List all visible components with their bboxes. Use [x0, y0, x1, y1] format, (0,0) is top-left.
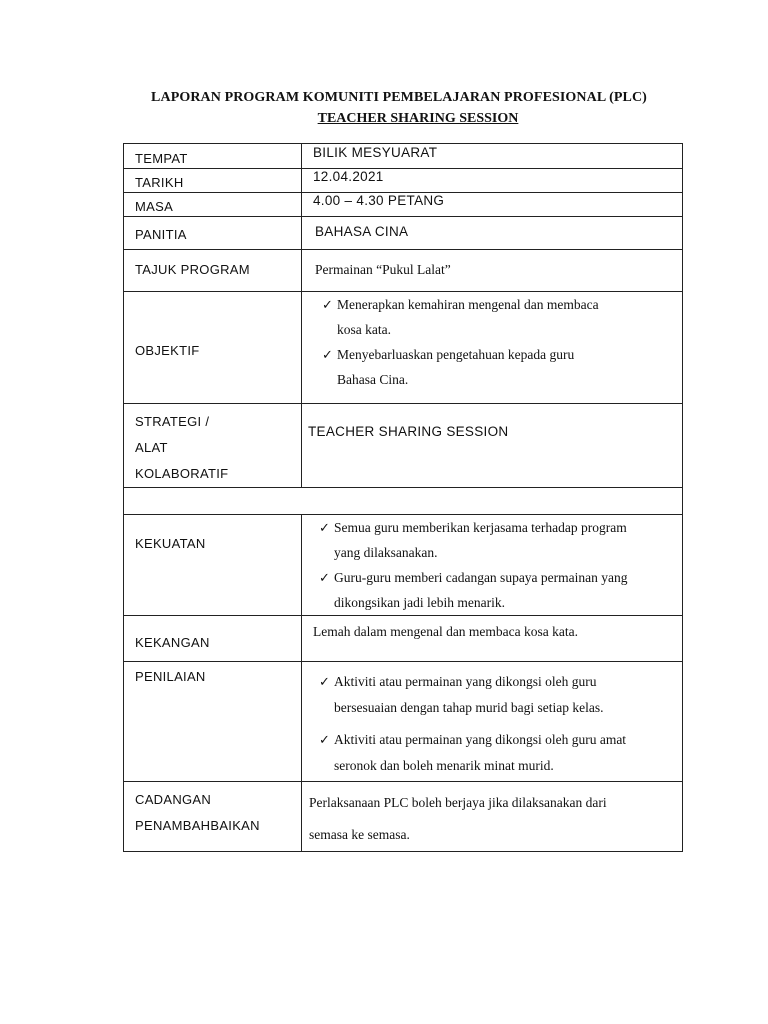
- label-masa-text: MASA: [135, 199, 174, 214]
- penilaian-item-2-line1: Aktiviti atau permainan yang dikongsi oleh guru amat: [334, 732, 627, 747]
- objektif-item-2: [313, 342, 682, 392]
- kekuatan-item-2-line1: Guru-guru memberi cadangan supaya permainan yang: [334, 570, 628, 585]
- label-kekangan: [124, 616, 302, 662]
- label-objektif-text: OBJEKTIF: [135, 343, 200, 358]
- objektif-item-2-line1: Menyebarluaskan pengetahuan kepada guru: [337, 347, 575, 362]
- label-cadangan-line2: PENAMBAHBAIKAN: [135, 818, 260, 833]
- label-kekuatan: [124, 515, 302, 616]
- check-icon: ✓: [319, 732, 330, 747]
- label-panitia: [124, 217, 302, 250]
- value-objektif: [302, 292, 683, 404]
- table-row-objektif: [124, 292, 683, 404]
- label-strategi: [124, 404, 302, 488]
- label-masa: [124, 193, 302, 217]
- objektif-item-1-line1: Menerapkan kemahiran mengenal dan membaca: [337, 297, 599, 312]
- value-kekangan-text: Lemah dalam mengenal dan membaca kosa kata.: [313, 624, 579, 639]
- value-tarikh-text: 12.04.2021: [313, 169, 384, 184]
- table-row-kekuatan: [124, 515, 683, 616]
- value-tarikh: [302, 169, 683, 193]
- table-row-penilaian: [124, 662, 683, 782]
- report-title: LAPORAN PROGRAM KOMUNITI PEMBELAJARAN PROFESIONAL (PLC): [151, 90, 647, 105]
- label-tarikh: [124, 169, 302, 193]
- kekuatan-item-1-line2: yang dilaksanakan.: [334, 545, 438, 560]
- check-icon: ✓: [319, 570, 330, 585]
- label-cadangan: [124, 782, 302, 852]
- value-penilaian: [302, 662, 683, 782]
- report-table: [123, 143, 683, 852]
- label-penilaian: [124, 662, 302, 782]
- check-icon: ✓: [322, 297, 333, 312]
- value-cadangan-line2: semasa ke semasa.: [309, 827, 410, 842]
- value-masa-text: 4.00 – 4.30 PETANG: [313, 193, 445, 208]
- table-row-tarikh: [124, 169, 683, 193]
- label-strategi-line1: STRATEGI /: [135, 414, 210, 429]
- value-strategi-text: TEACHER SHARING SESSION: [308, 424, 509, 439]
- kekuatan-item-2-line2: dikongsikan jadi lebih menarik.: [334, 595, 505, 610]
- value-panitia: [302, 217, 683, 250]
- objektif-item-1: [313, 292, 682, 342]
- label-tarikh-text: TARIKH: [135, 175, 184, 190]
- penilaian-item-1: [310, 669, 682, 721]
- label-cadangan-line1: CADANGAN: [135, 792, 212, 807]
- label-kekuatan-text: KEKUATAN: [135, 536, 206, 551]
- value-cadangan: [302, 782, 683, 852]
- kekuatan-item-1-line1: Semua guru memberikan kerjasama terhadap program: [334, 520, 627, 535]
- table-row-masa: [124, 193, 683, 217]
- value-kekuatan: [302, 515, 683, 616]
- label-strategi-line3: KOLABORATIF: [135, 466, 229, 481]
- check-icon: ✓: [319, 520, 330, 535]
- value-tempat-text: BILIK MESYUARAT: [313, 145, 438, 160]
- value-tempat: [302, 144, 683, 169]
- value-tajuk: [302, 250, 683, 292]
- kekuatan-item-1: [310, 515, 682, 565]
- table-row-panitia: [124, 217, 683, 250]
- label-panitia-text: PANITIA: [135, 227, 187, 242]
- objektif-item-2-line2: Bahasa Cina.: [337, 372, 409, 387]
- value-kekangan: [302, 616, 683, 662]
- label-tajuk-text: TAJUK PROGRAM: [135, 262, 250, 277]
- table-row-tempat: [124, 144, 683, 169]
- table-row-empty: [124, 488, 683, 515]
- table-row-cadangan: [124, 782, 683, 852]
- label-penilaian-text: PENILAIAN: [135, 669, 206, 684]
- value-tajuk-text: Permainan “Pukul Lalat”: [315, 262, 451, 277]
- report-subtitle: TEACHER SHARING SESSION: [317, 111, 519, 126]
- value-strategi: [302, 404, 683, 488]
- kekuatan-item-2: [310, 565, 682, 615]
- value-panitia-text: BAHASA CINA: [315, 224, 409, 239]
- table-row-tajuk: [124, 250, 683, 292]
- check-icon: ✓: [319, 674, 330, 689]
- check-icon: ✓: [322, 347, 333, 362]
- label-tempat: [124, 144, 302, 169]
- label-kekangan-text: KEKANGAN: [135, 635, 210, 650]
- table-row-kekangan: [124, 616, 683, 662]
- label-tempat-text: TEMPAT: [135, 151, 188, 166]
- label-strategi-line2: ALAT: [135, 440, 168, 455]
- table-row-strategi: [124, 404, 683, 488]
- objektif-item-1-line2: kosa kata.: [337, 322, 391, 337]
- label-objektif: [124, 292, 302, 404]
- label-tajuk: [124, 250, 302, 292]
- value-cadangan-line1: Perlaksanaan PLC boleh berjaya jika dilaksanakan dari: [309, 795, 607, 810]
- penilaian-item-1-line2: bersesuaian dengan tahap murid bagi setiap kelas.: [334, 700, 604, 715]
- empty-cell: [124, 488, 683, 515]
- value-masa: [302, 193, 683, 217]
- penilaian-item-2-line2: seronok dan boleh menarik minat murid.: [334, 758, 554, 773]
- penilaian-item-1-line1: Aktiviti atau permainan yang dikongsi oleh guru: [334, 674, 597, 689]
- penilaian-item-2: [310, 727, 682, 779]
